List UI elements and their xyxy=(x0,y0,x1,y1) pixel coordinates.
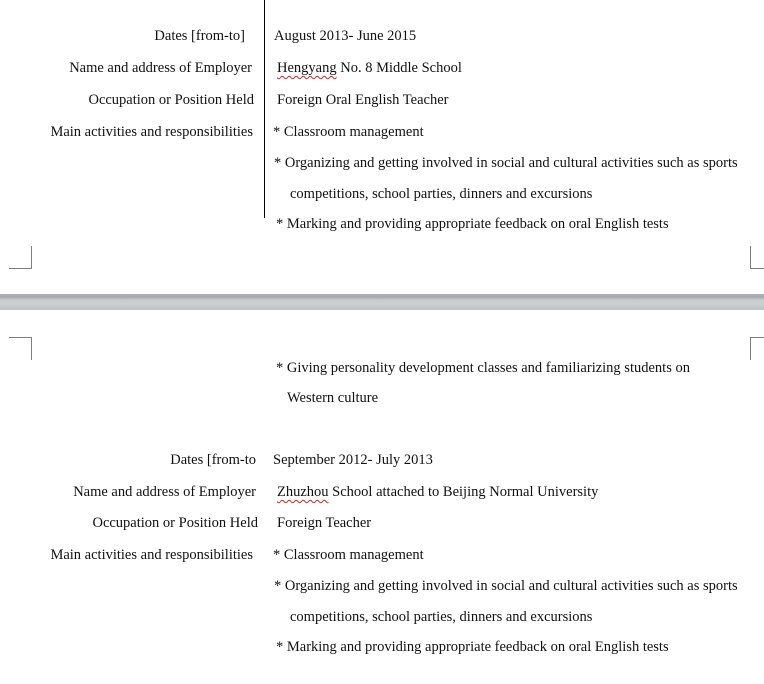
dates-label: Dates [from-to xyxy=(170,452,256,468)
activity-bullet-continuation[interactable]: competitions, school parties, dinners and excursions xyxy=(290,609,593,625)
employer-value[interactable] xyxy=(277,483,598,501)
position-value[interactable]: Foreign Oral English Teacher xyxy=(277,92,449,108)
activity-bullet[interactable]: * Marking and providing appropriate feedback on oral English tests xyxy=(276,639,669,655)
activity-bullet[interactable]: * Organizing and getting involved in social and cultural activities such as sports xyxy=(274,578,738,594)
employer-value-rest: No. 8 Middle School xyxy=(336,60,462,76)
dates-value[interactable]: September 2012- July 2013 xyxy=(273,452,433,468)
activities-label: Main activities and responsibilities xyxy=(50,547,253,563)
spellcheck-flagged-word[interactable]: Zhuzhou xyxy=(277,484,329,500)
activities-label: Main activities and responsibilities xyxy=(50,124,253,140)
position-value[interactable]: Foreign Teacher xyxy=(277,515,372,531)
page-break-gap xyxy=(0,294,764,310)
dates-value[interactable]: August 2013- June 2015 xyxy=(274,28,417,44)
position-label: Occupation or Position Held xyxy=(92,515,258,531)
employer-value[interactable] xyxy=(277,59,462,77)
employer-value-rest: School attached to Beijing Normal University xyxy=(328,484,599,500)
page-margin-corner-mark xyxy=(750,337,764,360)
activity-bullet[interactable]: * Marking and providing appropriate feedback on oral English tests xyxy=(276,216,669,232)
activity-bullet[interactable]: * Classroom management xyxy=(273,547,424,563)
employer-label: Name and address of Employer xyxy=(69,60,252,76)
activity-bullet[interactable]: * Organizing and getting involved in social and cultural activities such as sports xyxy=(274,155,738,171)
page-margin-corner-mark xyxy=(9,246,32,269)
activity-bullet-continuation[interactable]: Western culture xyxy=(287,390,379,406)
activity-bullet[interactable]: * Classroom management xyxy=(273,124,424,140)
activity-bullet[interactable]: * Giving personality development classes and familiarizing students on xyxy=(276,360,690,376)
dates-label: Dates [from-to] xyxy=(154,28,245,44)
page-margin-corner-mark xyxy=(750,246,764,269)
position-label: Occupation or Position Held xyxy=(88,92,254,108)
spellcheck-flagged-word[interactable]: Hengyang xyxy=(277,60,337,76)
column-divider xyxy=(264,0,265,218)
page-margin-corner-mark xyxy=(9,337,32,360)
employer-label: Name and address of Employer xyxy=(73,484,256,500)
activity-bullet-continuation[interactable]: competitions, school parties, dinners and excursions xyxy=(290,186,593,202)
